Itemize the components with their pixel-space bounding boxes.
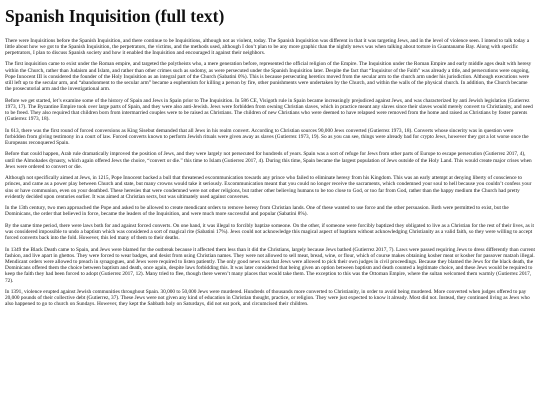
paragraph-1: There were Inquisitions before the Spanish Inquisition, and there continue to be Inquisitions, although not as violent, today. The Spanish Inquisition was different in that it was targeting Jews, and in the level of violence seen. I intend to talk today a little about how we got to the Spanish Inquisition, the perpetrators, the victims, and the methods used, although I don’t plan to be any more graphic than the nightly news was when talking about torture in Guantanamo Bay. Along with specific perpetrators, I plan to discuss Spanish society and how it enabled the Inquisition and encouraged it against their neighbors. — [5, 37, 530, 56]
paragraph-9: In 1349 the Black Death came to Spain, and Jews were blamed for the outbreak because it affected them less than it did the Christians, largely because Jews bathed (Gutierrez 2017, 7). Laws were passed requiring Jews to dress differently than current fashion, and live apart in ghettos. They were forced to wear badges, and desist from using Christian names. They were not allowed to sell meat, bread, wine, or flour, which of course makes obtaining kosher meat or kosher for passover matzoh illegal. Mendicant orders were allowed to preach in synagogues, and Jews were required to listen patiently. The only good news was that Jews were allowed to pick their own judges in civil proceedings. Because they blamed the Jews for the black death, the Dominicans offered them the choice between baptism and death, once again, despite laws forbidding this. It was later considered that being given an option between baptism and death counted a legitimate choice, and these Jews would be required to keep the faith they had been forced to adopt (Gutierrez 2017, 12). Many tried to flee, though there weren’t many places that would take them. The exception to this was the Ottoman Empire, where the sultan welcomed them warmly (Gutierrez 2017, 72). — [5, 246, 535, 284]
paragraph-5: Before that could happen, Arab rule dramatically improved the position of Jews, and they were largely not persecuted for hundreds of years. Spain was a sort of refuge for Jews from other parts of Europe to escape persecution (Gutierrez 2017, 4), until the Almohades dynasty, which again offered Jews the choice, “convert or die.” this time to Islam (Gutierrez 2017, 4). During this time, Spain became the largest population of Jews outside of the Holy Land. This would create major crises when Jews were ordered to convert or die. — [5, 151, 532, 170]
paragraph-7: In the 13th century, two men approached the Pope and asked to be allowed to create mendicant orders to remove heresy from Christian lands. One of these wanted to use force and the other persuasion. Both were permitted to exist, but the Dominicans, the order that believed in force, became the leaders of the Inquisition, and were much more successful and popular (Sabatini 8%). — [5, 205, 509, 218]
paragraph-2: The first inquisition came to exist under the Roman empire, and targeted the polytheists who, a mere generation before, represented the official religion of the Empire. The Inquisition under the Roman Empire and early middle ages dealt with heresy within the Church, rather than Judaism and Islam, and rather than other crimes such as sodomy, as were persecuted under the Spanish Inquisition later. Despite the fact that “Inquisitor of the Faith” was already a title, and persecutions were ongoing, Pope Innocent III is considered the founder of the Holy Inquisition as an integral part of the Church (Sabatini 0%). This is because persecuting heretics moved from the secular arm to the church arm under his jurisdiction. Although executions were still left up to the secular arm, and “abandonment to the secular arm” became a euphemism for killing a person by fire, other punishments were undertaken by the Church, and within the walls of the physical church. In addition, the Church became the prosecutorial arm and the investigational arm. — [5, 61, 532, 92]
page-title: Spanish Inquisition (full text) — [5, 6, 225, 26]
paragraph-10: In 1391, violence erupted against Jewish communities throughout Spain. 30,000 to 50,000 Jews were murdered. Hundreds of thousands more converted to Christianity, in order to avoid being murdered. More converted when judges offered to pay 20,000 pounds of their collective debt (Gutierrez, 37). These Jews were not given any kind of education in Christian thought, practice, or religion. They were just expected to know it already. Most did not. Instead, they continued living as Jews who also happened to go to church on Sundays. However, they kept the Sabbath holy on Saturdays, did not eat pork, and circumcised their children. — [5, 289, 530, 308]
paragraph-4: In 613, there was the first round of forced conversions as King Sisebut demanded that all Jews in his realm convert. According to Christian sources 90,000 Jews converted (Gutierrez 1973, 18). Converts whose sincerity was in question were forbidden from giving testimony in a court of law. Forced converts known to perform Jewish rituals were given away as slaves (Gutierrez 1973, 19). So as you can see, things were already bad for crypto Jews, however they got a lot worse once the Europeans reconquered Spain. — [5, 127, 529, 146]
paragraph-6: Although not specifically aimed at Jews, in 1215, Pope Innocent backed a bull that threatened excommunication towards any prince who failed to eliminate heresy from his Kingdom. This was an early attempt at denying liberty of conscience to princes, and came as a power play between Church and state, but many crowns would take it seriously. Excommunication meant that you could no longer receive the sacraments, which condemned your soul to hell because you couldn’t confess your sins or have communion, even on your deathbed. These heresies that were condemned were not other religions, but rather other believing humans to be too close to God, or too far from God, rather than the happy medium the Church had pretty evidently decided upon centuries earlier. It was aimed at Christian sects, but was ultimately used against converses. — [5, 175, 532, 200]
paragraph-8: By the same time period, there were laws both for and against forced converts. On one hand, it was illegal to forcibly baptize someone. On the other, if someone were forcibly baptized they obligated to live as a Christian for the rest of their lives, as it was considered impossible to undo a baptism which was considered a sort of magical rite (Sabatini 17%). Jews could not acknowledge this magical aspect of baptism without acknowledging Christianity as a valid faith, so they were willing to accept forced converts back into the fold. However, this led many of them to their deaths. — [5, 222, 535, 242]
paragraph-3: Before we get started, let’s examine some of the history of Spain and Jews in Spain prior to The Inquisition. In 586 CE, Visigoth rule in Spain became increasingly prejudiced against Jews, and was characterized by anti Jewish legislation (Gutierrez 1973, 17). The Byzantine Empire took over large parts of Spain, and they were also anti-Jewish. Jews were forbidden from owning Christian slaves, which in practice meant any slaves since their slaves would merely convert to Christianity, and need to be freed. They also required that children born from intermarried couples were to be raised as Christians. The children of new Christians who were deemed to have relapsed were removed from the home and raised as Christians by foster parents (Gutierrez 1973, 18). — [5, 97, 533, 122]
